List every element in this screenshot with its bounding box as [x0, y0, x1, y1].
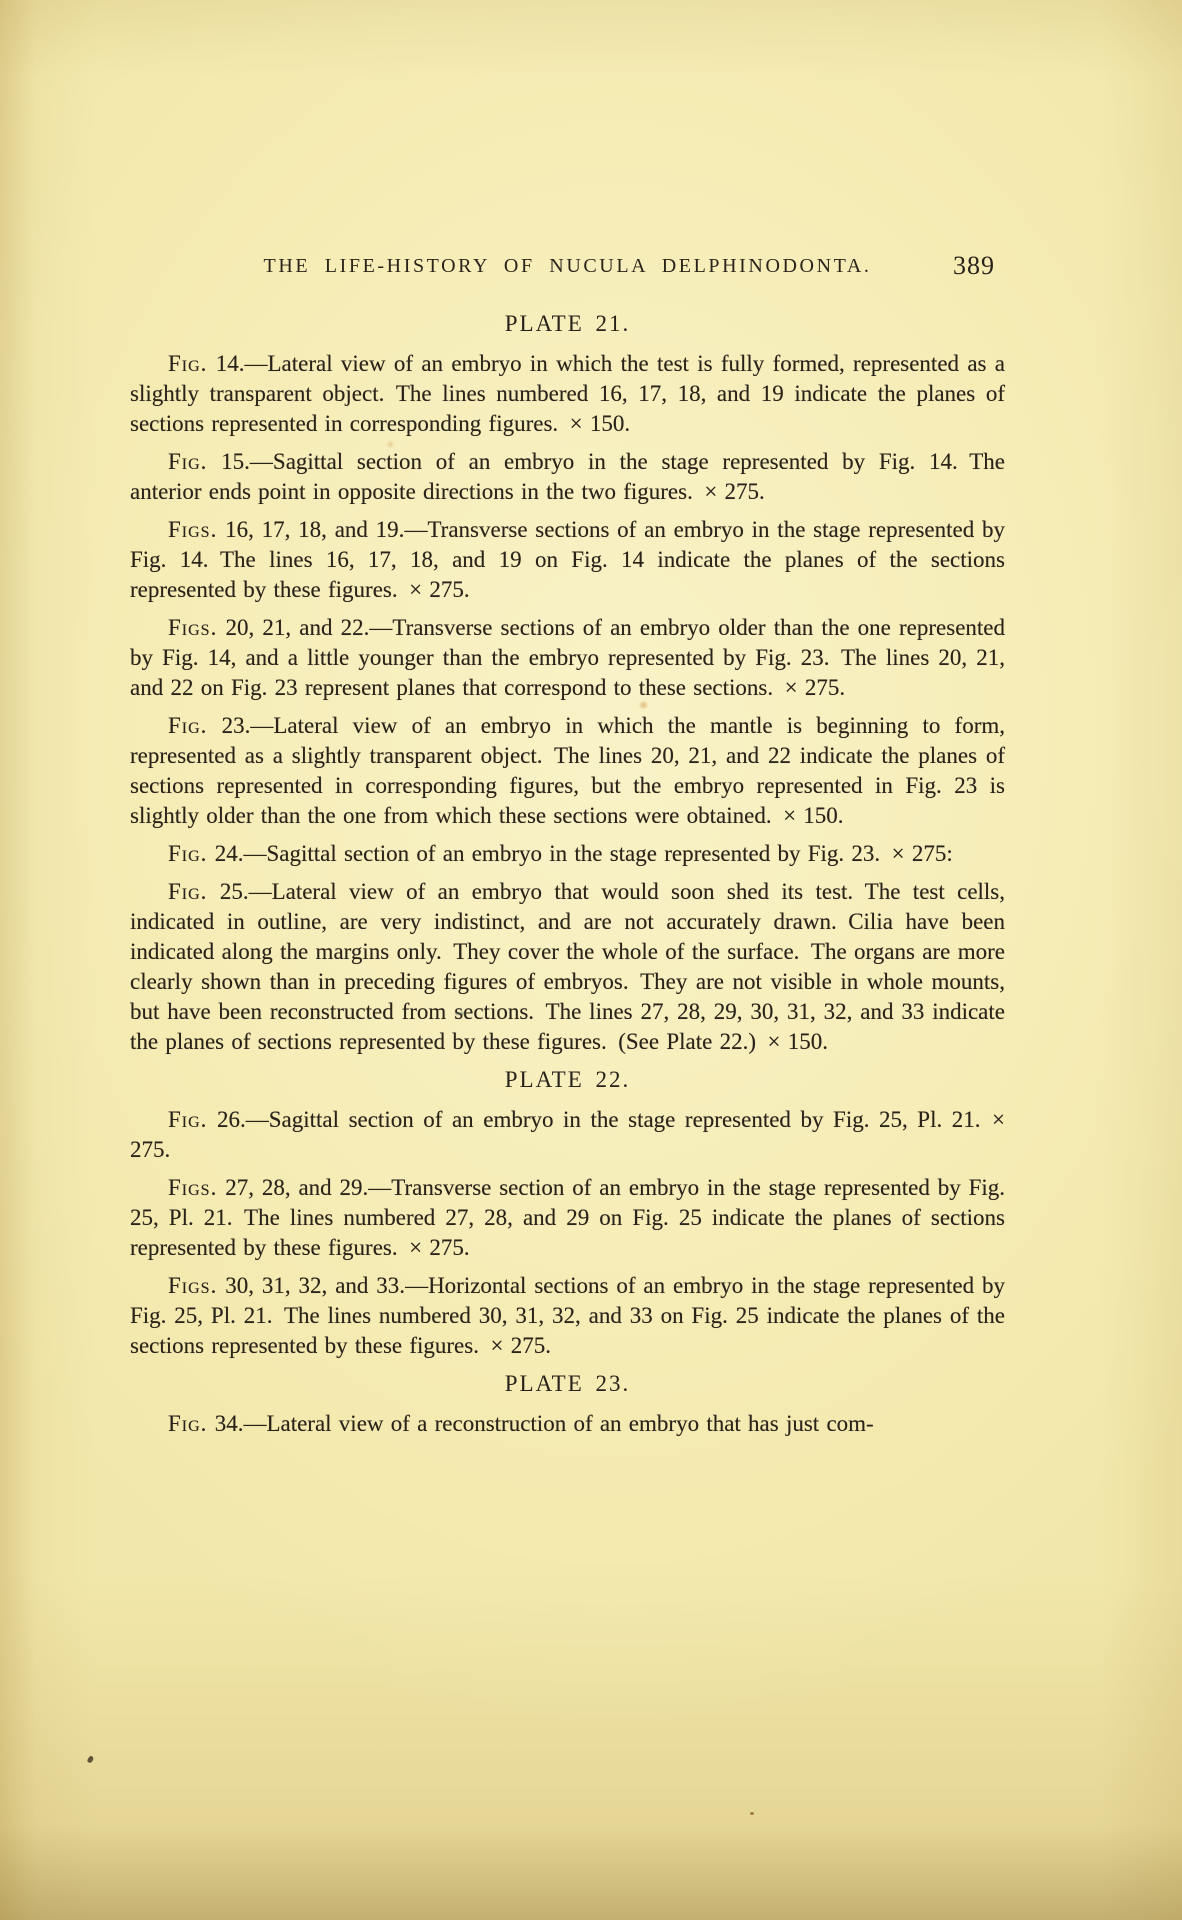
paper-speck — [86, 1755, 94, 1764]
plate-heading-21: PLATE 21. — [504, 311, 631, 336]
caption-text: —Sagittal section of an embryo in the stage represented by Fig. 14. The anterior ends point in opposite directions in the two figures. × 275. — [130, 449, 1005, 504]
figure-numbers: 24. — [214, 841, 244, 866]
figure-caption-34 — [130, 1409, 1005, 1439]
figure-numbers: 20, 21, and 22. — [225, 615, 370, 640]
figure-caption-25 — [130, 877, 1005, 1057]
figure-label: Fig. — [168, 351, 208, 376]
caption-text: —Horizontal sections of an embryo in the stage represented by Fig. 25, Pl. 21. The lines numbered 30, 31, 32, and 33 on Fig. 25 indicate the planes of the sections represented by these figures. × 275. — [130, 1273, 1005, 1358]
figure-label: Fig. — [168, 1411, 208, 1436]
running-title: THE LIFE-HISTORY OF NUCULA DELPHINODONTA. — [263, 255, 872, 277]
paper-speck — [750, 1812, 754, 1815]
figure-numbers: 30, 31, 32, and 33. — [225, 1273, 406, 1298]
plate-heading-22: PLATE 22. — [504, 1067, 631, 1092]
caption-text: —Lateral view of an embryo in which the test is fully formed, represented as a slightly transparent object. The lines numbered 16, 17, 18, and 19 indicate the planes of sections represented in corresponding figures. × 150. — [130, 351, 1005, 436]
caption-text: —Sagittal section of an embryo in the stage represented by Fig. 23. × 275: — [243, 841, 953, 866]
caption-text: —Lateral view of an embryo in which the mantle is beginning to form, represented as a slightly transparent object. The lines 20, 21, and 22 indicate the planes of sections represented in corresponding figures, but the embryo represented in Fig. 23 is slightly older than the one from which these sections were obtained. × 150. — [130, 713, 1005, 828]
figure-label: Figs. — [168, 1273, 218, 1298]
figure-numbers: 34. — [214, 1411, 244, 1436]
plate-heading-23: PLATE 23. — [504, 1371, 631, 1396]
figure-caption-16-19 — [130, 515, 1005, 605]
paper-stain — [640, 702, 647, 708]
caption-text: —Transverse section of an embryo in the stage represented by Fig. 25, Pl. 21. The lines numbered 27, 28, and 29 on Fig. 25 indicate the planes of sections represented by these figures. × 275. — [130, 1175, 1006, 1260]
figure-caption-15 — [130, 447, 1005, 507]
caption-text: —Lateral view of a reconstruction of an embryo that has just com- — [243, 1411, 874, 1436]
caption-text: —Transverse sections of an embryo in the stage represented by Fig. 14. The lines 16, 17, 18, and 19 on Fig. 14 indicate the planes of the sections represented by these figures. × 275. — [130, 517, 1005, 602]
figure-numbers: 15. — [221, 449, 250, 474]
figure-label: Fig. — [168, 1107, 208, 1132]
figure-label: Fig. — [168, 449, 208, 474]
figure-label: Figs. — [168, 615, 218, 640]
page-number: 389 — [953, 251, 995, 280]
paper-mark — [455, 1012, 465, 1015]
figure-numbers: 16, 17, 18, and 19. — [225, 517, 405, 542]
figure-caption-30-33 — [130, 1271, 1005, 1361]
figure-caption-24 — [130, 839, 1005, 869]
figure-label: Fig. — [168, 713, 208, 738]
figure-numbers: 25. — [219, 879, 249, 904]
figure-label: Fig. — [168, 879, 208, 904]
figure-caption-20-22 — [130, 613, 1005, 703]
figure-label: Fig. — [168, 841, 208, 866]
figure-caption-23 — [130, 711, 1005, 831]
caption-text: —Sagittal section of an embryo in the stage represented by Fig. 25, Pl. 21. × 275. — [130, 1107, 1006, 1162]
running-header — [130, 251, 1005, 285]
figure-caption-27-29 — [130, 1173, 1005, 1263]
figure-numbers: 14. — [215, 351, 245, 376]
text-block — [130, 251, 1006, 1447]
caption-text: —Lateral view of an embryo that would soon shed its test. The test cells, indicated in outline, are very indistinct, and are not accurately drawn. Cilia have been indicated along the margins only. They cover the whole of the surface. The organs are more clearly shown than in preceding figures of embryos. They are not visible in whole mounts, but have been reconstructed from sections. The lines 27, 28, 29, 30, 31, 32, and 33 indicate the planes of sections represented by these figures. (See Plate 22.) × 150. — [130, 879, 1006, 1054]
figure-caption-26 — [130, 1105, 1005, 1165]
figure-numbers: 26. — [217, 1107, 246, 1132]
figure-label: Figs. — [168, 1175, 218, 1200]
caption-text: —Transverse sections of an embryo older than the one represented by Fig. 14, and a little younger than the embryo represented by Fig. 23. The lines 20, 21, and 22 on Fig. 23 represent planes that correspond to these sections. × 275. — [130, 615, 1005, 700]
figure-numbers: 23. — [221, 713, 251, 738]
figure-label: Figs. — [168, 517, 218, 542]
figure-caption-14 — [130, 349, 1005, 439]
paper-stain — [388, 442, 393, 447]
figure-numbers: 27, 28, and 29. — [225, 1175, 369, 1200]
